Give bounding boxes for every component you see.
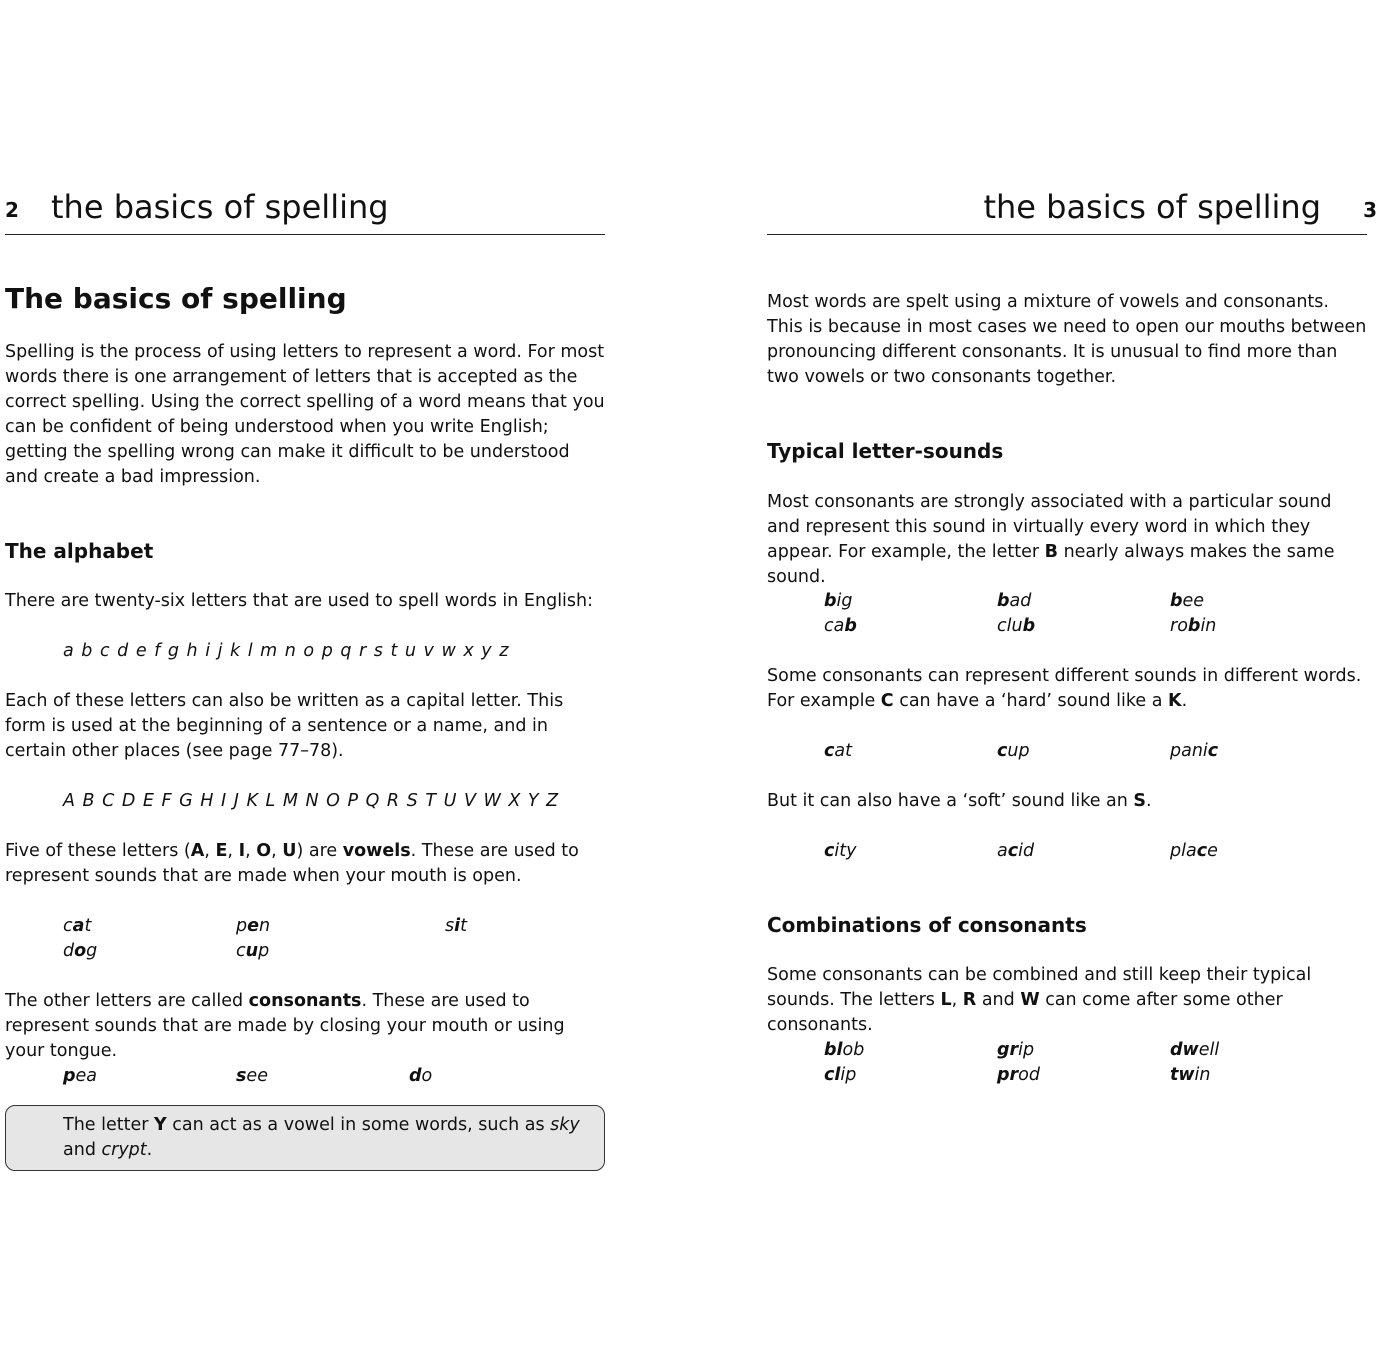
page-number: 3 xyxy=(1363,198,1377,222)
vowel-letter: O xyxy=(256,841,272,861)
example-word: bee xyxy=(1170,591,1205,611)
example-word: cat xyxy=(824,741,852,761)
example-word: blob xyxy=(824,1040,865,1060)
page-number: 2 xyxy=(5,198,19,222)
vowel-letter: I xyxy=(238,841,246,861)
example-word: pea xyxy=(63,1066,98,1086)
example-word: cab xyxy=(824,616,857,636)
example-word: acid xyxy=(997,841,1035,861)
example-word: cup xyxy=(236,941,270,961)
lowercase-alphabet: a b c d e f g h i j k l m n o p q r s t u v w x y z xyxy=(63,641,509,661)
left-page-header xyxy=(5,180,605,235)
example-word: dog xyxy=(63,941,98,961)
example-word: clip xyxy=(824,1065,857,1085)
alphabet-paragraph: There are twenty-six letters that are used to spell words in English: xyxy=(5,591,594,611)
right-page-header xyxy=(767,180,1377,235)
typical-heading: Typical letter-sounds xyxy=(767,439,1004,463)
note-text: The letter Y can act as a vowel in some words, such as sky and crypt. xyxy=(63,1115,580,1160)
running-head: the basics of spelling xyxy=(983,188,1321,226)
example-word: dwell xyxy=(1170,1040,1220,1060)
hard-sound-paragraph: Some consonants can represent different sounds in different words. For example C can have a ‘hard’ sound like a K. xyxy=(767,666,1362,711)
example-word: grip xyxy=(997,1040,1035,1060)
example-word: twin xyxy=(1170,1065,1211,1085)
example-word: place xyxy=(1170,841,1218,861)
uppercase-alphabet: A B C D E F G H I J K L M N O P Q R S T U V W X Y Z xyxy=(63,791,559,811)
example-word: do xyxy=(409,1066,433,1086)
right-page xyxy=(767,0,1377,1368)
consonants-term: consonants xyxy=(248,991,362,1011)
example-word: cat xyxy=(63,916,92,936)
intro-paragraph: Spelling is the process of using letters to represent a word. For most words there is one arrangement of letters that is accepted as the correct spelling. Using the correct spelling of a word means that you can be confident of being understood when you write English; getting the spelling wrong can make it difficult to be understood and create a bad impression. xyxy=(5,342,605,487)
example-word: panic xyxy=(1170,741,1219,761)
consonants-paragraph: The other letters are called consonants. These are used to represent sounds that are made by closing your mouth or using your tongue. xyxy=(5,991,565,1061)
example-word: robin xyxy=(1170,616,1217,636)
example-word: cup xyxy=(997,741,1030,761)
example-word: bad xyxy=(997,591,1032,611)
example-word: sit xyxy=(445,916,467,936)
soft-sound-paragraph: But it can also have a ‘soft’ sound like an S. xyxy=(767,791,1152,811)
example-word: pen xyxy=(236,916,271,936)
example-word: city xyxy=(824,841,857,861)
vowel-letter: A xyxy=(190,841,205,861)
alphabet-heading: The alphabet xyxy=(5,539,154,563)
running-head: the basics of spelling xyxy=(51,188,389,226)
combinations-heading: Combinations of consonants xyxy=(767,913,1087,937)
typical-paragraph: Most consonants are strongly associated with a particular sound and represent this sound in virtually every word in which they appear. For example, the letter B nearly always makes the same sound. xyxy=(767,492,1335,587)
vowels-paragraph: Five of these letters (A, E, I, O, U) are vowels. These are used to represent sounds that are made when your mouth is open. xyxy=(5,841,579,886)
capital-paragraph: Each of these letters can also be written as a capital letter. This form is used at the beginning of a sentence or a name, and in certain other places (see page 77–78). xyxy=(5,691,564,761)
example-word: see xyxy=(236,1066,268,1086)
page-title: The basics of spelling xyxy=(5,282,347,315)
vowels-term: vowels xyxy=(342,841,411,861)
example-word: club xyxy=(997,616,1036,636)
example-word: big xyxy=(824,591,853,611)
intro-paragraph: Most words are spelt using a mixture of vowels and consonants. This is because in most cases we need to open our mouths between pronouncing different consonants. It is unusual to find more than two vowels or two consonants together. xyxy=(767,292,1367,387)
note-box xyxy=(5,1105,605,1171)
left-page xyxy=(5,0,605,1368)
vowel-letter: E xyxy=(215,841,228,861)
example-word: prod xyxy=(997,1065,1040,1085)
vowel-letter: U xyxy=(282,841,297,861)
combinations-paragraph: Some consonants can be combined and still keep their typical sounds. The letters L, R and W can come after some other consonants. xyxy=(767,965,1312,1035)
